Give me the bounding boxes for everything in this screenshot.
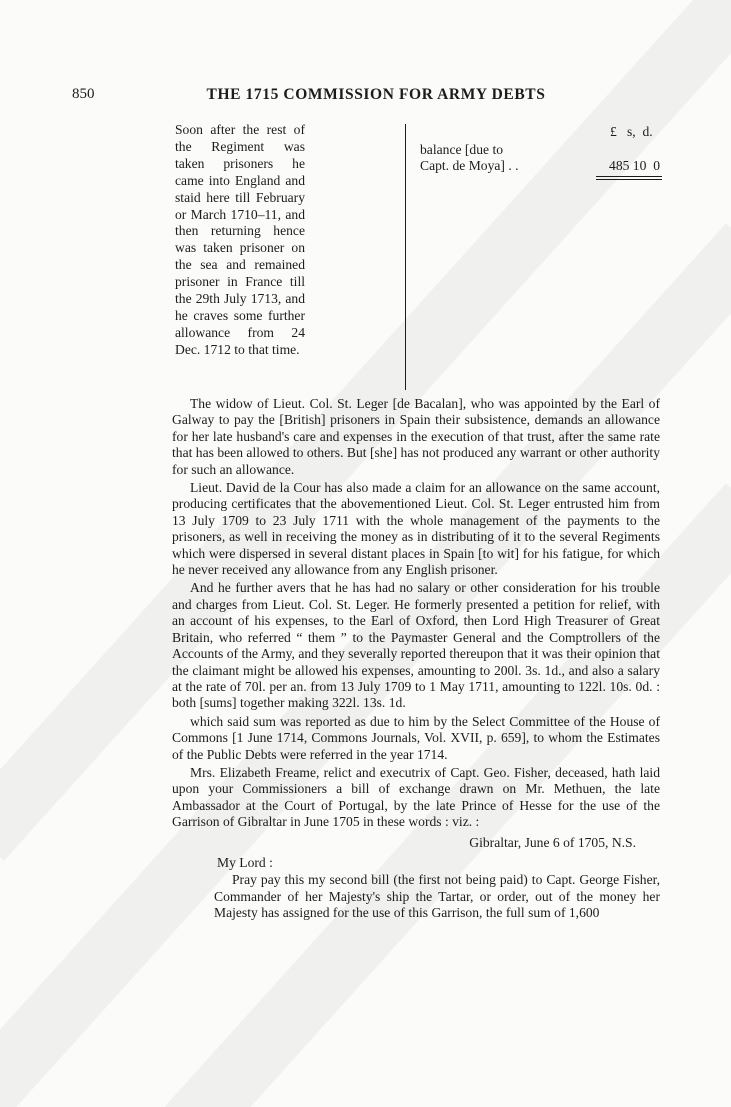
paragraph: And he further avers that he has had no salary or other consideration for his trouble and charges from Lieut. Col. St. Leger. He formerly presented a petition for relief, with an account of his expenses, to the Earl of Oxford, then Lord High Treasurer of Great Britain, who referred “ them ” to the Paymaster General and the Comptrollers of the Accounts of the Army, and they severally reported thereupon that it was their opinion that the claimant might be allowed his expenses, amounting to 200l. 3s. 1d., and also a salary at the rate of 70l. per an. from 13 July 1709 to 1 May 1711, amounting to 122l. 10s. 0d. : both [sums] together making 322l. 13s. 1d. — [172, 580, 660, 711]
total-rule — [596, 179, 662, 180]
side-note: Soon after the rest of the Regiment was taken prisoners he came into England and staid here till February or March 1710–11, and then returning hence was taken prisoner on the sea and remained prisoner in France till the 29th July 1713, and he craves some further allowance from 24 Dec. 1712 to that time. — [175, 122, 305, 357]
column-divider — [405, 124, 406, 390]
page-number: 850 — [72, 86, 95, 102]
letter-body: Pray pay this my second bill (the first not being paid) to Capt. George Fisher, Commander of her Majesty's ship the Tartar, or order, out of the money her Majesty has assigned for the use of this Garrison, the full sum of 1,600 — [214, 872, 660, 921]
account-label-line1: balance [due to — [420, 142, 504, 157]
currency-header: £ s, d. — [610, 124, 653, 139]
paragraph: The widow of Lieut. Col. St. Leger [de Bacalan], who was appointed by the Earl of Galway to pay the [British] prisoners in Spain their subsistence, demands an allowance for her late husband's care and expenses in the execution of that trust, after the same rate that has been allowed to others. But [she] has not produced any warrant or other authority for such an allowance. — [172, 396, 660, 477]
letter-place-date: Gibraltar, June 6 of 1705, N.S. — [469, 834, 636, 850]
paragraph: Mrs. Elizabeth Freame, relict and executrix of Capt. Geo. Fisher, deceased, hath laid upon your Commissioners a bill of exchange drawn on Mr. Methuen, the late Ambassador at the Court of Portugal, by the late Prince of Hesse for the use of the Garrison of Gibraltar in June 1705 in these words : viz. : — [172, 764, 660, 830]
account-amount: 485 10 0 — [609, 158, 660, 173]
running-title: THE 1715 COMMISSION FOR ARMY DEBTS — [206, 86, 546, 103]
letter-salutation: My Lord : — [217, 854, 273, 870]
paragraph: which said sum was reported as due to him by the Select Committee of the House of Commons [1 June 1714, Commons Journals, Vol. XVII, p. 659], to whom the Estimates of the Public Debts were referred in the year 1714. — [172, 713, 660, 762]
paragraph: Lieut. David de la Cour has also made a claim for an allowance on the same account, producing certificates that the abovementioned Lieut. Col. St. Leger entrusted him from 13 July 1709 to 23 July 1711 with the whole management of the payments to the prisoners, as well in receiving the money as in distributing of it to the several Regiments which were dispersed in several distant places in Spain [to wit] for his fatigue, for which he never received any allowance from any English prisoner. — [172, 480, 660, 578]
account-label-line2: Capt. de Moya] . . — [420, 158, 519, 173]
main-text — [172, 396, 660, 922]
page-header — [72, 86, 658, 108]
total-rule — [596, 176, 662, 177]
